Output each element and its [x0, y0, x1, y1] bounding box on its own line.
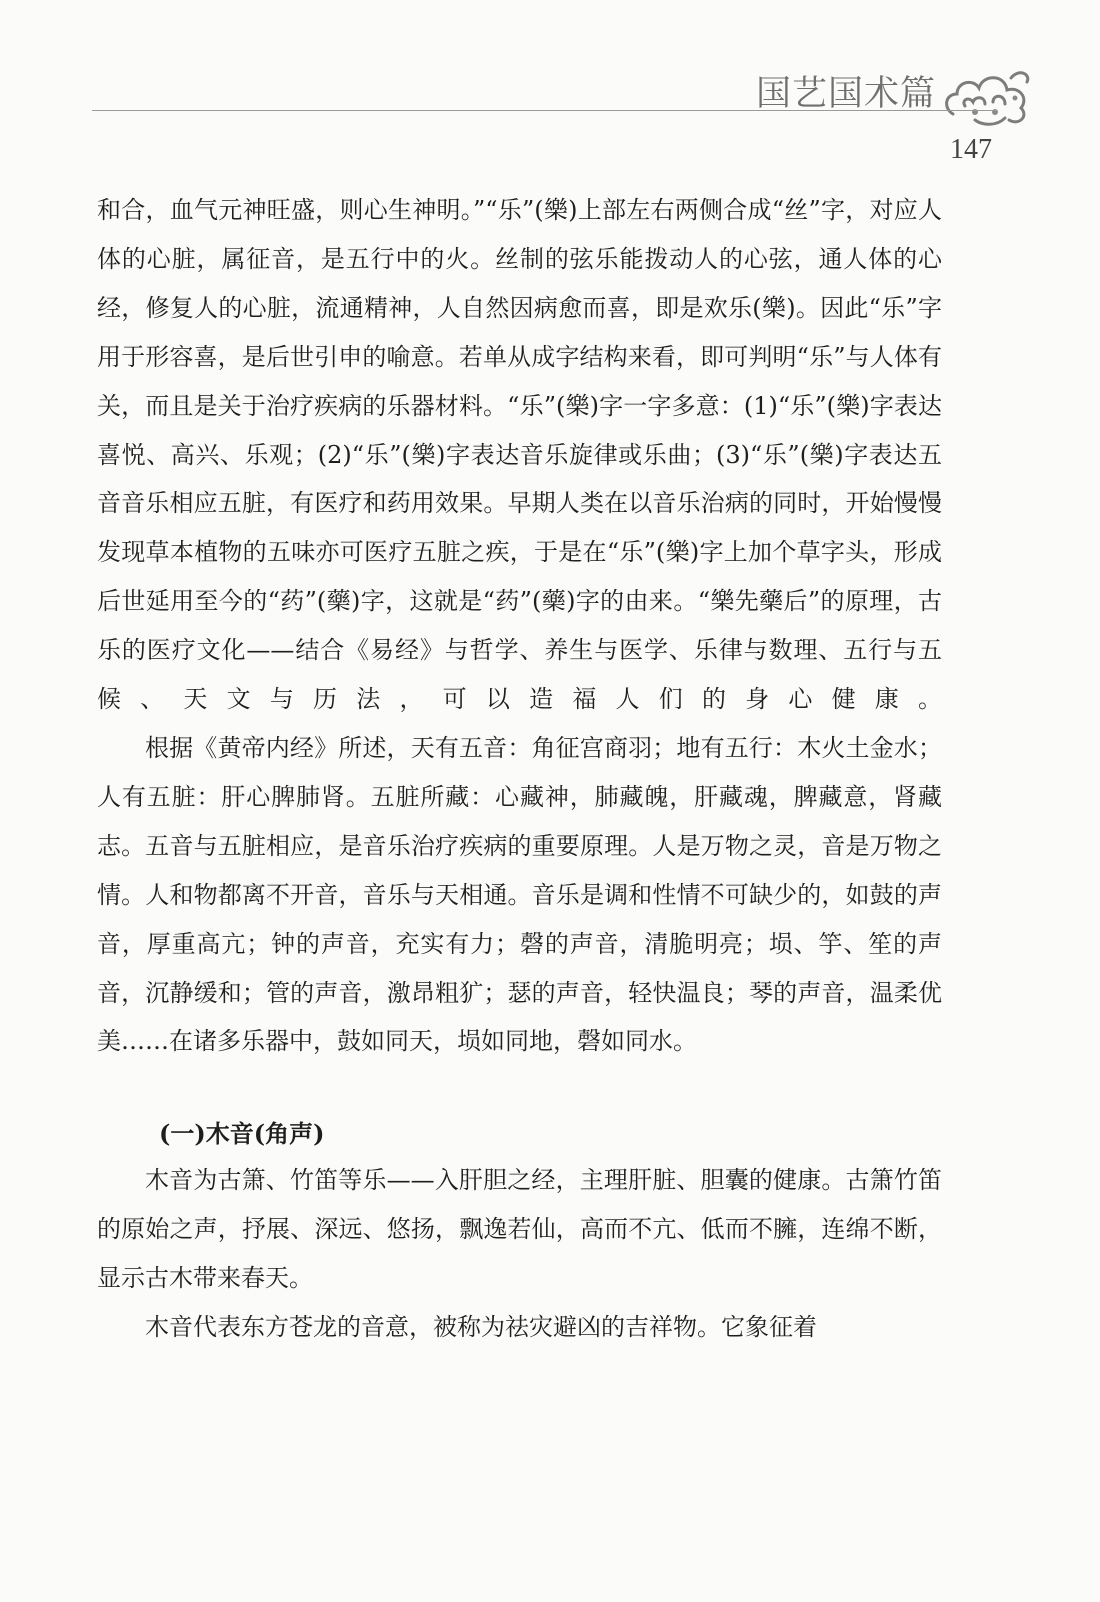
paragraph: 木音为古箫、竹笛等乐——入肝胆之经，主理肝脏、胆囊的健康。古箫竹笛的原始之声，抒展、深远、悠扬，飘逸若仙，高而不亢、低而不臃，连绵不断，显示古木带来春天。 — [97, 1166, 942, 1293]
page-number: 147 — [950, 134, 992, 165]
header-divider — [92, 110, 997, 111]
paragraph: 和合，血气元神旺盛，则心生神明。”“乐”(樂)上部左右两侧合成“丝”字，对应人体的心脏，属征音，是五行中的火。丝制的弦乐能拨动人的心弦，通人体的心经，修复人的心脏，流通精神，人自然因病愈而喜，即是欢乐(樂)。因此“乐”字用于形容喜，是后世引申的喻意。若单从成字结构来看，即可判明“乐”与人体有关，而且是关于治疗疾病的乐器材料。“乐”(樂)字一字多意：(1)“乐”(樂)字表达喜悦、高兴、乐观；(2)“乐”(樂)字表达音乐旋律或乐曲；(3)“乐”(樂)字表达五音音乐相应五脏，有医疗和药用效果。早期人类在以音乐治病的同时，开始慢慢发现草本植物的五味亦可医疗五脏之疾，于是在“乐”(樂)字上加个草字头，形成后世延用至今的“药”(藥)字，这就是“药”(藥)字的由来。“樂先藥后”的原理，古乐的医疗文化——结合《易经》与哲学、养生与医学、乐律与数理、五行与五候、天文与历法，可以造福人们的身心健康。 — [97, 196, 942, 714]
auspicious-cloud-icon — [935, 58, 1035, 130]
paragraph: 根据《黄帝内经》所述，天有五音：角征宫商羽；地有五行：木火土金水；人有五脏：肝心脾肺肾。五脏所藏：心藏神，肺藏魄，肝藏魂，脾藏意，肾藏志。五音与五脏相应，是音乐治疗疾病的重要原理。人是万物之灵，音是万物之情。人和物都离不开音，音乐与天相通。音乐是调和性情不可缺少的，如鼓的声音，厚重高亢；钟的声音，充实有力；磬的声音，清脆明亮；埙、竽、笙的声音，沉静缓和；管的声音，激昂粗犷；瑟的声音，轻快温良；琴的声音，温柔优美……在诸多乐器中，鼓如同天，埙如同地，磬如同水。 — [97, 733, 942, 1056]
paragraph: 木音代表东方苍龙的音意，被称为祛灾避凶的吉祥物。它象征着 — [145, 1313, 817, 1342]
body-text — [97, 186, 942, 1352]
section-heading: (一)木音(角声) — [159, 1119, 325, 1149]
running-header-title: 国艺国术篇 — [756, 74, 937, 114]
